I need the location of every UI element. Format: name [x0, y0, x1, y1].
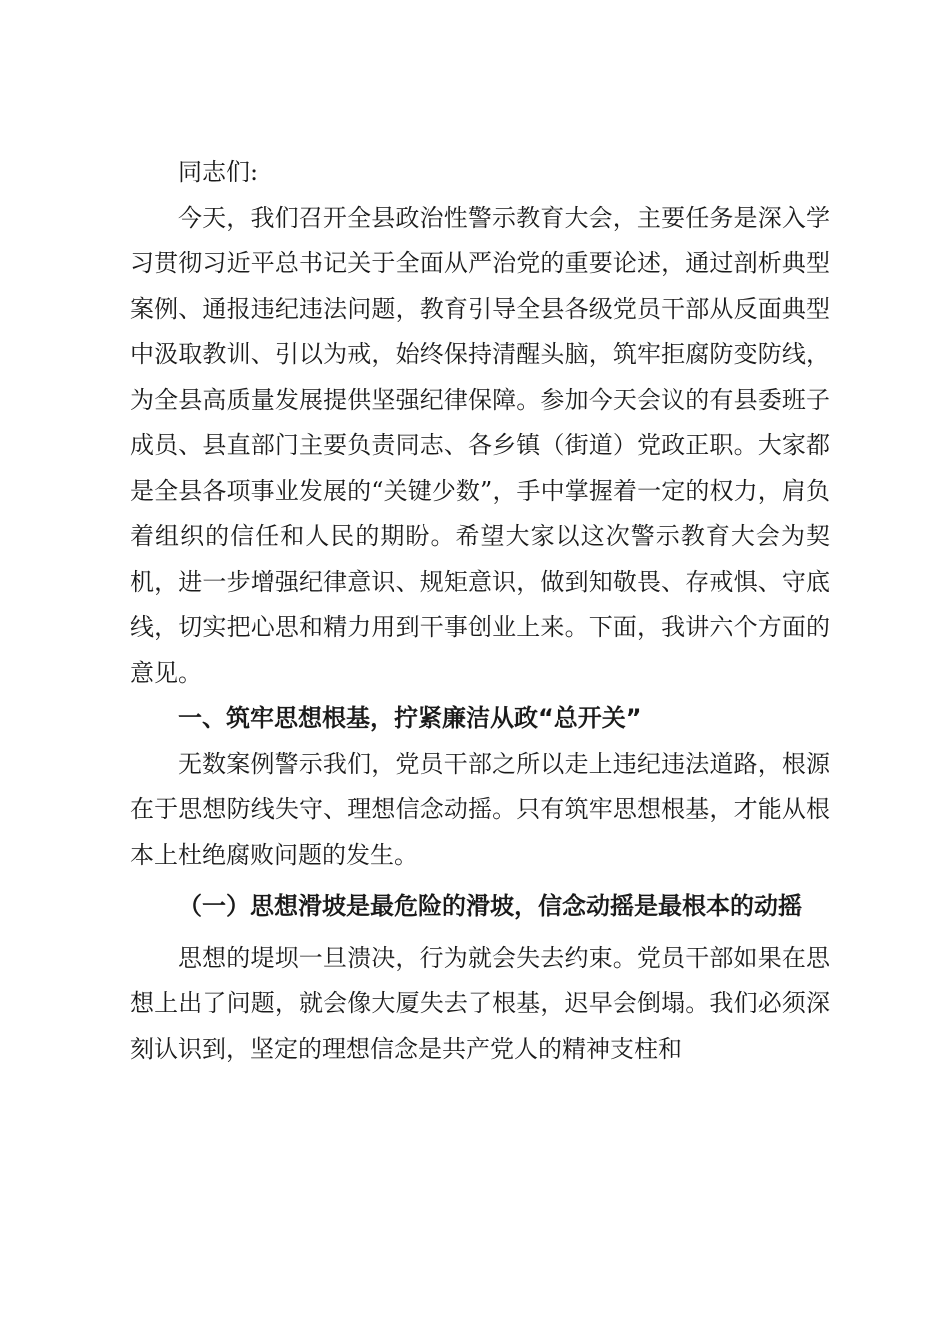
- section-1-paragraph: 无数案例警示我们，党员干部之所以走上违纪违法道路，根源在于思想防线失守、理想信念动摇。只有筑牢思想根基，才能从根本上杜绝腐败问题的发生。: [130, 749, 830, 869]
- section-heading-1: 一、筑牢思想根基，拧紧廉洁从政“总开关”: [178, 704, 642, 732]
- document-page: [130, 150, 830, 1072]
- subsection-heading-1: （一）思想滑坡是最危险的滑坡，信念动摇是最根本的动摇: [178, 892, 802, 920]
- salutation: 同志们:: [178, 158, 259, 186]
- intro-paragraph: 今天，我们召开全县政治性警示教育大会，主要任务是深入学习贯彻习近平总书记关于全面从严治党的重要论述，通过剖析典型案例、通报违纪违法问题，教育引导全县各级党员干部从反面典型中汲取教训、引以为戒，始终保持清醒头脑，筑牢拒腐防变防线，为全县高质量发展提供坚强纪律保障。参加今天会议的有县委班子成员、县直部门主要负责同志、各乡镇（街道）党政正职。大家都是全县各项事业发展的“关键少数”，手中掌握着一定的权力，肩负着组织的信任和人民的期盼。希望大家以这次警示教育大会为契机，进一步增强纪律意识、规矩意识，做到知敬畏、存戒惧、守底线，切实把心思和精力用到干事创业上来。下面，我讲六个方面的意见。: [130, 203, 830, 687]
- subsection-1-paragraph: 思想的堤坝一旦溃决，行为就会失去约束。党员干部如果在思想上出了问题，就会像大厦失去了根基，迟早会倒塌。我们必须深刻认识到，坚定的理想信念是共产党人的精神支柱和: [130, 943, 830, 1063]
